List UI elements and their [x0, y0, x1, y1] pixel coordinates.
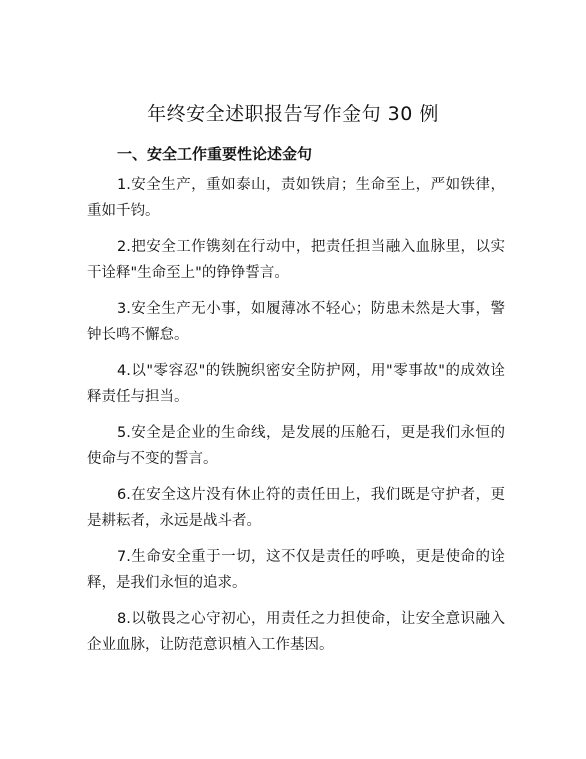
paragraph-7: 7.生命安全重于一切，这不仅是责任的呼唤，更是使命的诠释，是我们永恒的追求。 [87, 549, 505, 591]
paragraph-5: 5.安全是企业的生命线，是发展的压舱石，更是我们永恒的使命与不变的誓言。 [87, 425, 505, 467]
section-heading: 一、安全工作重要性论述金句 [117, 145, 313, 163]
paragraph-list [87, 172, 505, 668]
paragraph-3: 3.安全生产无小事，如履薄冰不轻心；防患未然是大事，警钟长鸣不懈怠。 [87, 301, 505, 343]
paragraph-4: 4.以"零容忍"的铁腕织密安全防护网，用"零事故"的成效诠释责任与担当。 [87, 363, 505, 405]
paragraph-6: 6.在安全这片没有休止符的责任田上，我们既是守护者，更是耕耘者，永远是战斗者。 [87, 487, 505, 529]
paragraph-2: 2.把安全工作镌刻在行动中，把责任担当融入血脉里，以实干诠释"生命至上"的铮铮誓言。 [87, 239, 505, 281]
document-title: 年终安全述职报告写作金句 30 例 [147, 103, 439, 125]
paragraph-1: 1.安全生产，重如泰山，责如铁肩；生命至上，严如铁律，重如千钧。 [87, 177, 505, 219]
paragraph-8: 8.以敬畏之心守初心，用责任之力担使命，让安全意识融入企业血脉，让防范意识植入工作基因。 [87, 611, 505, 653]
